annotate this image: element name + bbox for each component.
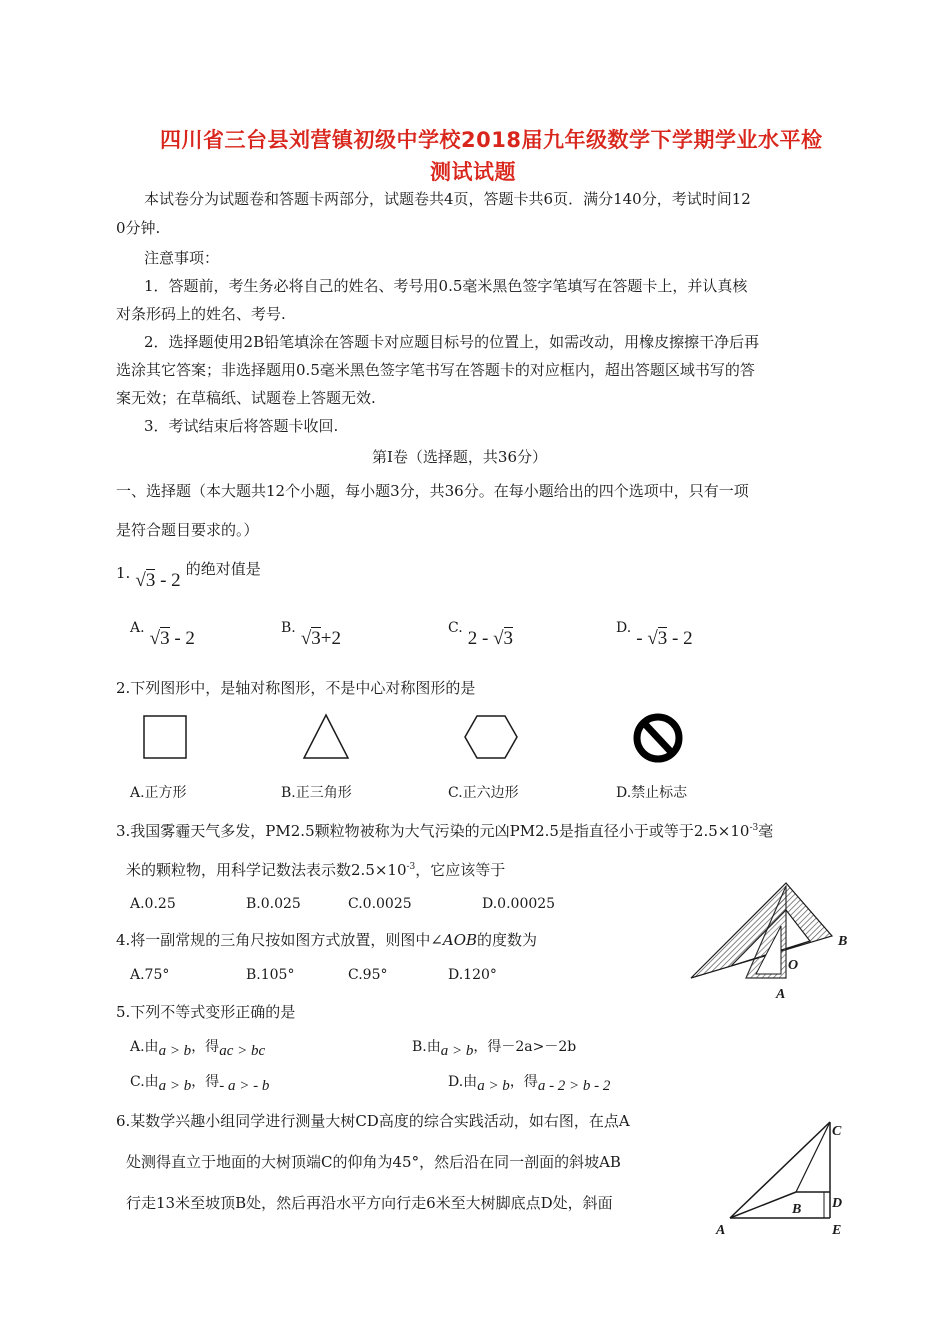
question-3: 3.我国雾霾天气多发，PM2.5颗粒物被称为大气污染的元凶PM2.5是指直径小于或等于$2.5\times 10^{-3}$毫 (116, 822, 774, 840)
option-a[interactable]: A.0.25 (130, 896, 176, 912)
question-text: 的绝对值是 (185, 560, 261, 578)
option-c[interactable]: C. 2 - √3 (448, 620, 514, 649)
question-number: 1. (116, 564, 131, 582)
option-b[interactable]: B.由a > b，得－2a>－2b (412, 1039, 577, 1059)
square-figure (140, 712, 190, 762)
intro-line: 0分钟. (116, 219, 161, 237)
question-6-cont: 处测得直立于地面的大树顶端C的仰角为45°，然后沿在同一剖面的斜坡AB (126, 1153, 621, 1171)
section-heading: 第Ⅰ卷（选择题，共36分） (372, 448, 548, 466)
page-title-cont: 测试试题 (430, 160, 516, 184)
question-3-cont: 米的颗粒物，用科学记数法表示数$2.5\times 10^{-3}$，它应该等于 (126, 861, 506, 879)
triangle-figure (300, 712, 352, 762)
question-1 (116, 560, 261, 591)
question-4: 4.将一副常规的三角尺按如图方式放置，则图中∠AOB的度数为 (116, 931, 538, 949)
figure-label-a: A (716, 1223, 726, 1238)
note-line: 1．答题前，考生务必将自己的姓名、考号用0.5毫米黑色签字笔填写在答题卡上，并认真核 (144, 277, 748, 295)
option-d[interactable]: D.0.00025 (482, 896, 556, 912)
expression: √3 - 2 (135, 570, 181, 591)
section-instructions: 一、选择题（本大题共12个小题，每小题3分，共36分。在每小题给出的四个选项中，只有一项 (116, 482, 749, 500)
hexagon-figure (462, 712, 520, 762)
option-c[interactable]: C.95° (348, 967, 388, 983)
question-6-cont: 行走13米至坡顶B处，然后再沿水平方向行走6米至大树脚底点D处，斜面 (126, 1194, 613, 1212)
page-title: 四川省三台县刘营镇初级中学校2018届九年级数学下学期学业水平检 (160, 128, 823, 152)
figure-label-o: O (788, 958, 799, 973)
figure-label-c: C (832, 1124, 842, 1139)
note-line: 案无效；在草稿纸、试题卷上答题无效. (116, 389, 376, 407)
option-c[interactable]: C.0.0025 (348, 896, 412, 912)
question-5: 5.下列不等式变形正确的是 (116, 1003, 296, 1021)
option-a[interactable]: A. √3 - 2 (130, 620, 195, 649)
option-a[interactable]: A.75° (130, 967, 170, 983)
option-d[interactable]: D.禁止标志 (616, 785, 688, 801)
option-b[interactable]: B. √3+2 (281, 620, 341, 649)
figure-label-a: A (776, 987, 786, 1002)
option-d[interactable]: D.由a > b，得a - 2 > b - 2 (448, 1074, 611, 1094)
option-c[interactable]: C.由a > b，得- a > - b (130, 1074, 270, 1094)
figure-label-b: B (838, 934, 848, 949)
set-squares-figure (686, 878, 856, 1006)
option-d[interactable]: D. - √3 - 2 (616, 620, 693, 649)
figure-label-e: E (832, 1223, 842, 1238)
option-d[interactable]: D.120° (448, 967, 497, 983)
option-b[interactable]: B.正三角形 (281, 785, 352, 801)
tree-slope-figure (718, 1112, 848, 1222)
option-b[interactable]: B.0.025 (246, 896, 301, 912)
note-line: 选涂其它答案；非选择题用0.5毫米黑色签字笔书写在答题卡的对应框内，超出答题区域书写的答 (116, 361, 755, 379)
question-2: 2.下列图形中，是轴对称图形，不是中心对称图形的是 (116, 679, 476, 697)
option-c[interactable]: C.正六边形 (448, 785, 519, 801)
option-a[interactable]: A.由a > b，得ac > bc (130, 1039, 266, 1059)
note-line: 对条形码上的姓名、考号. (116, 305, 286, 323)
prohibition-sign-icon (630, 710, 686, 766)
note-line: 2．选择题使用2B铅笔填涂在答题卡对应题目标号的位置上，如需改动，用橡皮擦擦干净后再 (144, 333, 760, 351)
option-a[interactable]: A.正方形 (130, 785, 187, 801)
note-line: 3．考试结束后将答题卡收回. (144, 417, 339, 435)
section-instructions: 是符合题目要求的。） (116, 521, 259, 539)
notice-heading: 注意事项： (144, 249, 220, 267)
question-6: 6.某数学兴趣小组同学进行测量大树CD高度的综合实践活动，如右图，在点A (116, 1112, 630, 1130)
figure-label-b: B (792, 1202, 802, 1217)
figure-label-d: D (832, 1196, 843, 1211)
option-b[interactable]: B.105° (246, 967, 295, 983)
intro-line: 本试卷分为试题卷和答题卡两部分，试题卷共4页，答题卡共6页．满分140分，考试时间12 (144, 190, 751, 208)
